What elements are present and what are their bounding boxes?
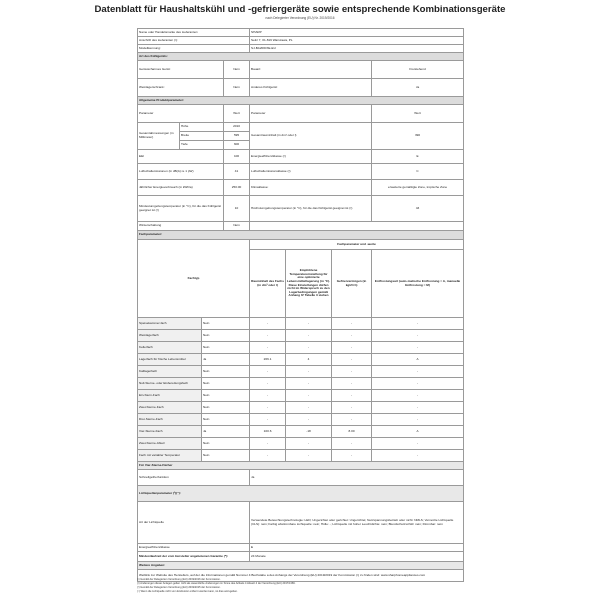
compartment-volume: - bbox=[250, 366, 286, 378]
compartment-temp: - bbox=[286, 438, 332, 450]
annual-energy-label: Jährlicher Energieverbrauch (in kWh/a) bbox=[138, 180, 224, 196]
warranty-row bbox=[138, 552, 464, 562]
compartment-name: Null-Sterne- oder Eisbereitungsfach bbox=[138, 378, 202, 390]
compartment-freeze: - bbox=[332, 330, 372, 342]
address-row bbox=[138, 37, 464, 45]
compartment-volume: - bbox=[250, 330, 286, 342]
compartment-temp: -18 bbox=[286, 426, 332, 438]
weblink-url[interactable]: www.sharphomeappliances.com bbox=[380, 572, 426, 577]
compartment-name: Zwei-Sterne-Abteil bbox=[138, 438, 202, 450]
compartment-freeze: - bbox=[332, 450, 372, 462]
compartment-defrost: - bbox=[372, 390, 464, 402]
light-type-label: Art der Lichtquelle bbox=[138, 502, 250, 544]
compartment-row bbox=[138, 438, 464, 450]
footnote: (³) Gemäß der Delegierten Verordnung (EU) 2019/2015 der Kommission. bbox=[137, 586, 221, 590]
compartment-temp: - bbox=[286, 330, 332, 342]
compartment-type-header: Fachtyp bbox=[138, 240, 250, 318]
compartment-present: Nein bbox=[202, 366, 250, 378]
height-value: 2010 bbox=[224, 123, 250, 132]
quick-freeze-value: Ja bbox=[250, 470, 464, 486]
compartment-temp: - bbox=[286, 402, 332, 414]
light-class-label: Energieeffizienzklasse bbox=[138, 544, 250, 552]
wine-cabinet-value: Nein bbox=[224, 79, 250, 97]
compartment-volume: - bbox=[250, 414, 286, 426]
compartment-name: Lagerfach für frische Lebensmittel bbox=[138, 354, 202, 366]
min-ambient-value: 10 bbox=[224, 196, 250, 222]
quick-freeze-row bbox=[138, 470, 464, 486]
light-class-row bbox=[138, 544, 464, 552]
compartment-defrost: - bbox=[372, 330, 464, 342]
defrost-col-header: Entfrostungsart (auto-matische Entfrostung = A, manuelle Entfrostung = M) bbox=[372, 250, 464, 318]
value-header-left: Wert bbox=[224, 105, 250, 123]
compartment-volume: - bbox=[250, 318, 286, 330]
compartment-volume: - bbox=[250, 342, 286, 354]
compartment-row bbox=[138, 318, 464, 330]
compartment-freeze: - bbox=[332, 402, 372, 414]
min-ambient-label: Mindestumgebungstemperatur (in °C), für die das Kühlgerät geeignet ist (²) bbox=[138, 196, 224, 222]
compartment-present: Ja bbox=[202, 426, 250, 438]
compartment-freeze: - bbox=[332, 438, 372, 450]
appliance-type-header bbox=[138, 53, 464, 61]
compartment-name: Vier-Sterne-Fach bbox=[138, 426, 202, 438]
compartment-name: Weinlagerfach bbox=[138, 330, 202, 342]
light-type-row bbox=[138, 502, 464, 544]
additional-title: Weitere Angaben: bbox=[138, 562, 464, 570]
compartment-present: Nein bbox=[202, 330, 250, 342]
document-subtitle: nach Delegierter Verordnung (EU) Nr. 2019/2016 bbox=[265, 16, 335, 20]
height-row bbox=[138, 123, 464, 132]
compartment-temp: - bbox=[286, 390, 332, 402]
winter-switch-label: Winterschaltung bbox=[138, 222, 224, 231]
noise-row bbox=[138, 164, 464, 180]
general-header bbox=[138, 97, 464, 105]
supplier-row bbox=[138, 29, 464, 37]
footnote: (¹) Gemäß der Delegierten Verordnung (EU) 2019/2016 der Kommission. bbox=[137, 578, 221, 581]
compartment-freeze: - bbox=[332, 318, 372, 330]
compartment-defrost: - bbox=[372, 342, 464, 354]
model-row bbox=[138, 45, 464, 53]
temp-col-header: Empfohlene Temperatureinstellung für eine optimierte Lebensmittellagerung (in °C). Diese Einstellungen dürfen nicht im Widerspruch zu den Lagerbedingungen gemäß Anhang IV Tabelle 3 stehen bbox=[286, 250, 332, 318]
height-label: Höhe bbox=[180, 123, 224, 132]
compartment-present: Nein bbox=[202, 390, 250, 402]
compartment-present: Nein bbox=[202, 318, 250, 330]
compartment-defrost: - bbox=[372, 378, 464, 390]
max-ambient-label: Höchstumgebungstemperatur (in °C), für die das Kühlgerät geeignet ist (²) bbox=[250, 196, 372, 222]
appliance-type-title: Art des Kühlgeräts: bbox=[138, 53, 464, 61]
compartment-freeze: - bbox=[332, 354, 372, 366]
document-title: Datenblatt für Haushaltskühl und -gefriergeräte sowie entsprechende Kombinationsgeräte bbox=[94, 4, 506, 15]
wine-cabinet-label: Weinlagerschrank: bbox=[138, 79, 224, 97]
compartment-present: Nein bbox=[202, 378, 250, 390]
compartment-row bbox=[138, 414, 464, 426]
climate-class-value: erweiterte gemäßigte Zone, tropische Zone bbox=[372, 180, 464, 196]
model-label: Modellkennung: bbox=[138, 45, 250, 53]
other-appliance-label: Anderes Kühlgerät: bbox=[250, 79, 372, 97]
compartment-name: Speisekammer-fach bbox=[138, 318, 202, 330]
wine-other-row bbox=[138, 79, 464, 97]
eei-row bbox=[138, 150, 464, 164]
climate-class-label: Klimaklasse: bbox=[250, 180, 372, 196]
compartment-defrost: - bbox=[372, 450, 464, 462]
compartment-header bbox=[138, 231, 464, 240]
footnote: (⁴) Wenn die Lichtquelle nicht vom Endnutzer entfernt werden kann, ist dies anzugeben. bbox=[137, 590, 238, 594]
compartment-temp: - bbox=[286, 342, 332, 354]
compartment-present: Ja bbox=[202, 354, 250, 366]
compartment-present: Nein bbox=[202, 342, 250, 354]
param-header-row bbox=[138, 105, 464, 123]
compartment-temp: - bbox=[286, 450, 332, 462]
general-title: Allgemeine Produktparameter: bbox=[138, 97, 464, 105]
compartment-rows bbox=[138, 318, 464, 462]
compartment-defrost: A bbox=[372, 426, 464, 438]
compartment-present: Nein bbox=[202, 414, 250, 426]
compartment-defrost: A bbox=[372, 354, 464, 366]
noise-device-label: Geräuscharmes Gerät: bbox=[138, 61, 224, 79]
footnote: (²) Änderungen dieser Anlagen gelten nicht als wesentliche Änderungen im Sinne des Artikels 4 Absatz 4 der Verordnung (EU) 2017/1369. bbox=[137, 582, 296, 586]
value-header-right: Wert bbox=[372, 105, 464, 123]
compartment-volume: 266.1 bbox=[250, 354, 286, 366]
noise-device-value: Nein bbox=[224, 61, 250, 79]
depth-label: Tiefe bbox=[180, 141, 224, 150]
compartment-title: Fachparameter: bbox=[138, 231, 464, 240]
compartment-volume: - bbox=[250, 390, 286, 402]
width-label: Breite bbox=[180, 132, 224, 141]
compartment-name: Fach mit variabler Temperatur bbox=[138, 450, 202, 462]
other-appliance-value: Ja bbox=[372, 79, 464, 97]
energy-row bbox=[138, 180, 464, 196]
datasheet-table bbox=[137, 28, 464, 582]
light-type-value: Verwendete Beleuchtungstechnologie: LED; Ungerichtet oder gerichtet: Ungerichtet; Netzspannungsbetrieb oder nicht: NMLS; Vernetzte Lichtquelle (CLS): nein; Farbig abstimmbare Lichtquelle: nein; Hülle: -; Lichtquelle mit hoher Leuchtdichte: nein; Blendschutzschild: nein; Dimmbar: nein bbox=[250, 502, 464, 544]
additional-header bbox=[138, 562, 464, 570]
compartment-temp: - bbox=[286, 378, 332, 390]
light-class-value: E bbox=[250, 544, 464, 552]
compartment-freeze: - bbox=[332, 366, 372, 378]
four-star-header bbox=[138, 462, 464, 470]
depth-value: 600 bbox=[224, 141, 250, 150]
compartment-params-header: Fachparameter und -werte bbox=[250, 240, 464, 250]
noise-emission-value: 41 bbox=[224, 164, 250, 180]
annual-energy-value: 250.00 bbox=[224, 180, 250, 196]
design-label: Bauart: bbox=[250, 61, 372, 79]
compartment-row bbox=[138, 378, 464, 390]
compartment-row bbox=[138, 330, 464, 342]
compartment-row bbox=[138, 426, 464, 438]
max-ambient-value: 43 bbox=[372, 196, 464, 222]
compartment-temp: 4 bbox=[286, 354, 332, 366]
compartment-row bbox=[138, 450, 464, 462]
compartment-volume: - bbox=[250, 450, 286, 462]
compartment-row bbox=[138, 402, 464, 414]
warranty-value: 24 Monate bbox=[250, 552, 464, 562]
address-value: Seitz 7, 01-819 Warszawa, PL bbox=[250, 37, 464, 45]
compartment-row bbox=[138, 366, 464, 378]
compartment-present: Nein bbox=[202, 402, 250, 414]
compartment-volume: - bbox=[250, 378, 286, 390]
compartment-name: Kellerfach bbox=[138, 342, 202, 354]
compartment-volume: 100.6 bbox=[250, 426, 286, 438]
compartment-volume: - bbox=[250, 438, 286, 450]
compartment-freeze: 8.00 bbox=[332, 426, 372, 438]
dimensions-label: Gesamtabmessungen (in Millimeter) bbox=[138, 123, 180, 150]
noise-emission-label: Luftschallemissionen (in dB(A) re 1 pW) bbox=[138, 164, 224, 180]
footnotes bbox=[137, 578, 467, 595]
compartment-row bbox=[138, 390, 464, 402]
total-volume-label: Gesamtrauminhalt (in dm³ oder l) bbox=[250, 123, 372, 150]
compartment-defrost: - bbox=[372, 438, 464, 450]
supplier-value: SHARP bbox=[250, 29, 464, 37]
energy-class-label: Energieeffizienzklasse (²) bbox=[250, 150, 372, 164]
noise-class-label: Luftschallemissionsklasse (²) bbox=[250, 164, 372, 180]
compartment-name: Kaltlagerfach bbox=[138, 366, 202, 378]
noise-class-value: C bbox=[372, 164, 464, 180]
eei-value: 100 bbox=[224, 150, 250, 164]
energy-class-value: E bbox=[372, 150, 464, 164]
compartment-freeze: - bbox=[332, 342, 372, 354]
ambient-row bbox=[138, 196, 464, 222]
param-header-left: Parameter bbox=[138, 105, 224, 123]
param-header-right: Parameter bbox=[250, 105, 372, 123]
compartment-defrost: - bbox=[372, 366, 464, 378]
compartment-group-row bbox=[138, 240, 464, 250]
eei-label: EEI bbox=[138, 150, 224, 164]
compartment-row bbox=[138, 342, 464, 354]
four-star-title: Für Vier-Sterne-Fächer bbox=[138, 462, 464, 470]
supplier-label: Name oder Handelsmarke des Lieferanten: bbox=[138, 29, 250, 37]
compartment-temp: - bbox=[286, 414, 332, 426]
weblink-text: Weblink zur Website des Herstellers, auf der die Informationen gemäß Nummer 4 Buchstabe a des Anhangs der Verordnung (EU) 2019/2019 der Kommission (¹) zu finden sind: bbox=[139, 572, 380, 577]
noise-design-row bbox=[138, 61, 464, 79]
quick-freeze-label: Schnellgefrierfunktion bbox=[138, 470, 250, 486]
compartment-defrost: - bbox=[372, 402, 464, 414]
compartment-volume: - bbox=[250, 402, 286, 414]
volume-col-header: Rauminhalt des Fachs (in dm³ oder l) bbox=[250, 250, 286, 318]
compartment-name: Zwei-Sterne-Fach bbox=[138, 402, 202, 414]
compartment-present: Nein bbox=[202, 438, 250, 450]
light-title: Lichtquellenparameter (³)(⁴): bbox=[138, 486, 464, 502]
compartment-temp: - bbox=[286, 318, 332, 330]
compartment-freeze: - bbox=[332, 378, 372, 390]
winter-row bbox=[138, 222, 464, 231]
address-label: Anschrift des Lieferanten (¹): bbox=[138, 37, 250, 45]
freeze-col-header: Gefriervermögen (in kg/24 h) bbox=[332, 250, 372, 318]
compartment-row bbox=[138, 354, 464, 366]
compartment-defrost: - bbox=[372, 414, 464, 426]
compartment-freeze: - bbox=[332, 414, 372, 426]
compartment-present: Nein bbox=[202, 450, 250, 462]
model-value: SJ-BA20IDXE-EU bbox=[250, 45, 464, 53]
compartment-freeze: - bbox=[332, 390, 372, 402]
winter-switch-value: Nein bbox=[224, 222, 250, 231]
compartment-defrost: - bbox=[372, 318, 464, 330]
compartment-temp: - bbox=[286, 366, 332, 378]
design-value: Freistehend bbox=[372, 61, 464, 79]
warranty-label: Mindestlaufzeit der vom Hersteller angebotenen Garantie (⁵): bbox=[138, 552, 250, 562]
width-value: 595 bbox=[224, 132, 250, 141]
light-header bbox=[138, 486, 464, 502]
total-volume-value: 390 bbox=[372, 123, 464, 150]
compartment-name: Drei-Sterne-Fach bbox=[138, 414, 202, 426]
compartment-name: Ein-Stern-Fach bbox=[138, 390, 202, 402]
